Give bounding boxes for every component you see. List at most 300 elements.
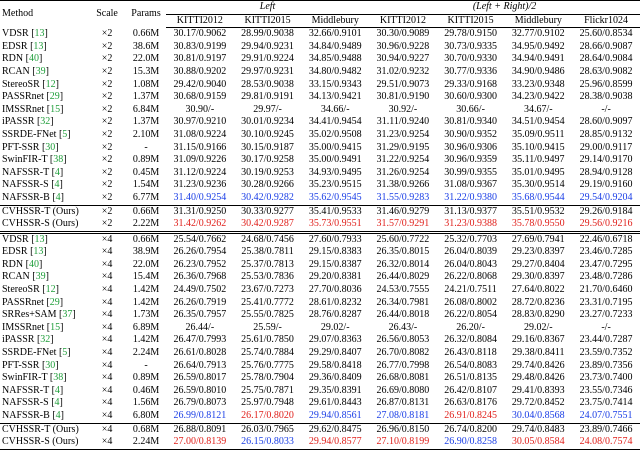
metric-cell: 26.03/0.7965: [234, 423, 302, 436]
metric-cell: 34.41/0.9454: [308, 116, 362, 128]
metric-cell: 29.78/0.9150: [444, 28, 497, 40]
metric-cell: 26.59/0.8017: [173, 372, 227, 384]
metric-cell: 31.40/0.9254: [173, 191, 227, 203]
metric-cell: 29.56/0.9216: [579, 218, 633, 230]
method-cell: [0, 372, 88, 385]
table-row: [0, 232, 640, 246]
metric-cell: 30.94/0.9227: [376, 53, 430, 65]
metric-cell: 31.38/0.9266: [376, 179, 430, 191]
table-row: [0, 218, 640, 232]
metric-cell: 34.51/0.9454: [511, 116, 565, 128]
citation-ref[interactable]: [30]: [41, 359, 59, 371]
table-row: [0, 28, 640, 41]
method-cell: [0, 271, 88, 284]
table-row: [0, 179, 640, 192]
metric-cell: 31.23/0.9236: [173, 179, 227, 191]
citation-ref[interactable]: [12]: [42, 284, 59, 296]
metric-cell: 29.41/0.8393: [511, 384, 565, 396]
method-cell: [0, 334, 88, 347]
metric-cell: 26.15/0.8033: [234, 436, 302, 449]
header-scale: Scale: [88, 1, 126, 28]
method-cell: [0, 347, 88, 360]
params-cell: 0.66M: [126, 205, 166, 218]
citation-ref[interactable]: [38]: [49, 154, 67, 166]
metric-cell: 23.48/0.7286: [579, 271, 633, 283]
citation-ref[interactable]: [39]: [32, 271, 49, 283]
metric-cell: 28.76/0.8287: [308, 309, 362, 321]
metric-cell: 30.70/0.9330: [444, 53, 497, 65]
header-dataset: Flickr1024: [572, 14, 640, 28]
metric-cell: 28.99/0.9038: [241, 28, 294, 40]
citation-ref[interactable]: [39]: [32, 65, 49, 77]
metric-cell: 25.38/0.7811: [241, 246, 294, 258]
metric-cell: 26.22/0.8054: [444, 309, 497, 321]
metric-cell: 34.80/0.9482: [308, 65, 362, 77]
scale-cell: ×2: [101, 27, 113, 39]
citation-ref[interactable]: [40]: [25, 53, 43, 65]
metric-cell: 30.96/0.9228: [376, 40, 430, 52]
metric-cell: 26.47/0.7993: [173, 334, 227, 346]
metric-cell: 34.85/0.9488: [308, 53, 362, 65]
metric-cell: 23.89/0.7356: [579, 359, 633, 371]
params-cell: 1.56M: [132, 397, 160, 409]
method-cell: [0, 423, 88, 436]
table-row: [0, 372, 640, 385]
scale-cell: ×2: [101, 128, 113, 140]
citation-ref[interactable]: [15]: [46, 321, 64, 333]
table-row: [0, 104, 640, 117]
header-dataset: KITTI2012: [166, 14, 234, 28]
metric-cell: 25.97/0.7948: [241, 397, 294, 409]
metric-cell: 26.34/0.7981: [376, 296, 430, 308]
table-row: [0, 41, 640, 54]
metric-cell: 24.21/0.7511: [444, 284, 497, 296]
metric-cell: 30.97/0.9210: [173, 116, 227, 128]
metric-cell: 31.11/0.9240: [376, 116, 430, 128]
metric-cell: 28.60/0.9097: [579, 116, 633, 128]
citation-ref[interactable]: [13]: [30, 246, 47, 258]
citation-ref[interactable]: [15]: [46, 103, 64, 115]
method-name: RCAN: [2, 271, 30, 283]
scale-cell: ×4: [101, 258, 113, 270]
header-dataset: Middlebury: [301, 14, 369, 28]
metric-cell: 28.83/0.8290: [511, 309, 565, 321]
metric-cell: 31.23/0.9388: [444, 218, 497, 230]
metric-cell: 35.62/0.9545: [308, 191, 362, 203]
citation-ref[interactable]: [37]: [59, 309, 76, 321]
metric-cell: 26.54/0.8083: [444, 359, 497, 371]
metric-cell: 30.42/0.9282: [241, 191, 294, 203]
metric-cell: 35.51/0.9532: [504, 205, 572, 218]
citation-ref[interactable]: [5]: [58, 347, 71, 359]
citation-ref[interactable]: [4]: [51, 166, 64, 178]
scale-cell: ×4: [101, 397, 113, 409]
method-cell: [0, 66, 88, 79]
scale-cell: ×4: [101, 321, 113, 333]
metric-cell: 28.66/0.9087: [579, 40, 633, 52]
metric-cell: 26.43/0.8118: [444, 347, 497, 359]
params-cell: 1.73M: [132, 309, 160, 321]
metric-cell: 28.63/0.9082: [579, 65, 633, 77]
metric-cell: 35.00/0.9415: [308, 141, 362, 153]
method-cell: [0, 79, 88, 92]
metric-cell: 30.96/0.9359: [444, 154, 497, 166]
metric-cell: 28.61/0.8232: [308, 296, 362, 308]
method-cell: [0, 41, 88, 54]
table-row: [0, 259, 640, 272]
method-name: IMSSRnet: [2, 103, 45, 115]
scale-cell: ×2: [101, 191, 113, 203]
metric-cell: 30.33/0.9277: [234, 205, 302, 218]
citation-ref[interactable]: [38]: [49, 372, 67, 384]
metric-cell: 30.60/0.9300: [444, 91, 497, 103]
metric-cell: 31.22/0.9380: [444, 191, 497, 203]
scale-cell: ×2: [101, 141, 113, 153]
metric-cell: 25.55/0.7825: [241, 309, 294, 321]
citation-ref[interactable]: [4]: [51, 397, 63, 409]
metric-cell: 31.55/0.9283: [376, 191, 430, 203]
metric-cell: 26.22/0.8068: [444, 271, 497, 283]
method-name: EDSR: [2, 40, 28, 52]
metric-cell: 31.02/0.9232: [376, 65, 430, 77]
header-dataset: KITTI2015: [437, 14, 505, 28]
table-row: [0, 271, 640, 284]
metric-cell: 29.74/0.8483: [504, 423, 572, 436]
metric-cell: 31.09/0.9226: [173, 154, 227, 166]
scale-cell: ×2: [101, 154, 113, 166]
metric-cell: 31.08/0.9224: [173, 128, 227, 140]
scale-cell: ×4: [101, 372, 113, 384]
citation-ref[interactable]: [30]: [41, 141, 59, 153]
metric-cell: 27.10/0.8199: [369, 436, 437, 449]
table-row: [0, 91, 640, 104]
metric-cell: 28.53/0.9038: [241, 78, 294, 90]
method-name: RDN: [2, 258, 24, 270]
metric-cell: 24.08/0.7574: [572, 436, 640, 449]
method-name: NAFSSR-S: [2, 397, 49, 409]
metric-cell: 27.69/0.7941: [504, 232, 572, 246]
params-cell: 15.4M: [132, 271, 160, 283]
metric-cell: 31.57/0.9291: [376, 218, 430, 230]
metric-cell: 29.02/-: [523, 321, 553, 333]
method-name: StereoSR: [2, 78, 40, 90]
scale-cell: ×2: [101, 53, 113, 65]
citation-ref[interactable]: [4]: [52, 191, 64, 203]
metric-cell: 31.08/0.9367: [444, 179, 497, 191]
table-row: [0, 154, 640, 167]
metric-cell: 26.68/0.8081: [376, 372, 430, 384]
params-cell: 38.9M: [132, 246, 160, 258]
metric-cell: 30.05/0.8584: [504, 436, 572, 449]
method-name: SwinFIR-T: [2, 154, 48, 166]
metric-cell: 25.74/0.7884: [241, 347, 294, 359]
metric-cell: 29.91/0.9224: [241, 53, 294, 65]
citation-ref[interactable]: [4]: [51, 179, 63, 191]
metric-cell: 25.53/0.7836: [241, 271, 294, 283]
table-row: [0, 142, 640, 155]
table-row: [0, 246, 640, 259]
metric-cell: 26.99/0.8121: [173, 410, 227, 421]
metric-cell: 29.94/0.8561: [308, 410, 362, 421]
method-name: NAFSSR-B: [2, 191, 50, 203]
table-row: [0, 129, 640, 142]
metric-cell: 29.14/0.9170: [579, 154, 633, 166]
metric-cell: 27.60/0.7933: [301, 232, 369, 246]
metric-cell: 24.68/0.7456: [234, 232, 302, 246]
metric-cell: 28.94/0.9128: [579, 166, 633, 178]
metric-cell: 25.78/0.7904: [241, 372, 294, 384]
metric-cell: 35.01/0.9495: [511, 166, 565, 178]
metric-cell: 29.58/0.8418: [308, 359, 362, 371]
metric-cell: 29.15/0.8383: [308, 246, 362, 258]
params-cell: 1.42M: [132, 284, 160, 296]
method-cell: [0, 309, 88, 322]
method-cell: [0, 116, 88, 129]
params-cell: 1.37M: [132, 116, 160, 128]
header-params: Params: [126, 1, 166, 28]
metric-cell: 26.63/0.8176: [444, 397, 497, 409]
params-cell: 15.3M: [132, 65, 160, 77]
metric-cell: -/-: [601, 321, 611, 333]
metric-cell: 29.35/0.8391: [308, 384, 362, 396]
method-cell: [0, 28, 88, 41]
metric-cell: 25.96/0.8599: [579, 78, 633, 90]
method-cell: [0, 259, 88, 272]
metric-cell: 29.02/-: [320, 321, 350, 333]
citation-ref[interactable]: [4]: [52, 410, 64, 421]
metric-cell: 30.17/0.9258: [241, 154, 294, 166]
scale-cell: ×4: [101, 309, 113, 321]
citation-ref[interactable]: [29]: [46, 296, 64, 308]
metric-cell: 31.42/0.9262: [173, 218, 227, 230]
metric-cell: 23.31/0.7195: [579, 296, 633, 308]
params-cell: 1.54M: [132, 179, 160, 191]
scale-cell: ×4: [101, 296, 113, 308]
citation-ref[interactable]: [40]: [25, 258, 43, 270]
table-row: [0, 360, 640, 373]
table-row: [0, 322, 640, 335]
params-cell: 1.42M: [132, 296, 160, 308]
metric-cell: 26.88/0.8091: [166, 423, 234, 436]
metric-cell: 29.51/0.9073: [376, 78, 430, 90]
citation-ref[interactable]: [13]: [31, 233, 48, 245]
metric-cell: 26.77/0.7998: [376, 359, 430, 371]
citation-ref[interactable]: [32]: [36, 116, 54, 128]
metric-cell: 28.38/0.9038: [579, 91, 633, 103]
metric-cell: 30.01/0.9234: [241, 116, 294, 128]
method-cell: [0, 385, 88, 398]
metric-cell: 29.20/0.8381: [308, 271, 362, 283]
metric-cell: 35.73/0.9551: [308, 218, 362, 230]
metric-cell: 23.75/0.7414: [579, 397, 633, 409]
metric-cell: 30.15/0.9187: [241, 141, 294, 153]
table-row: [0, 205, 640, 218]
metric-cell: 31.22/0.9254: [376, 154, 430, 166]
metric-cell: 30.42/0.9287: [241, 218, 294, 230]
metric-cell: 27.08/0.8181: [376, 410, 430, 421]
params-cell: 1.42M: [132, 334, 160, 346]
table-row: [0, 66, 640, 79]
metric-cell: 26.35/0.7957: [173, 309, 227, 321]
metric-cell: 26.35/0.8015: [376, 246, 430, 258]
metric-cell: 30.28/0.9266: [241, 179, 294, 191]
method-name: NAFSSR-B: [2, 410, 50, 421]
metric-cell: 25.41/0.7772: [241, 296, 294, 308]
params-cell: 0.89M: [132, 154, 160, 166]
metric-cell: 29.19/0.9160: [579, 179, 633, 191]
metric-cell: 26.44/-: [185, 321, 215, 333]
metric-cell: 26.08/0.8002: [444, 296, 497, 308]
method-cell: [0, 192, 88, 205]
metric-cell: 26.43/-: [388, 321, 418, 333]
metric-cell: 35.23/0.9515: [308, 179, 362, 191]
metric-cell: 31.26/0.9254: [376, 166, 430, 178]
method-name: StereoSR: [2, 284, 40, 296]
metric-cell: 29.81/0.9191: [241, 91, 294, 103]
metric-cell: 26.69/0.8080: [376, 384, 430, 396]
method-name: VDSR: [2, 27, 29, 39]
metric-cell: 23.55/0.7346: [579, 384, 633, 396]
scale-cell: ×2: [101, 166, 113, 178]
citation-ref[interactable]: [13]: [31, 27, 48, 39]
scale-cell: ×2: [101, 103, 113, 115]
citation-ref[interactable]: [13]: [30, 40, 47, 52]
params-cell: 2.22M: [132, 218, 160, 230]
metric-cell: 31.23/0.9254: [376, 128, 430, 140]
params-cell: 2.24M: [126, 436, 166, 449]
metric-cell: 27.64/0.8022: [511, 284, 565, 296]
table-row: [0, 397, 640, 410]
metric-cell: 31.15/0.9166: [173, 141, 227, 153]
metric-cell: 26.61/0.8028: [173, 347, 227, 359]
table-row: [0, 297, 640, 310]
method-cell: [0, 142, 88, 155]
metric-cell: 28.64/0.9084: [579, 53, 633, 65]
header-dataset: Middlebury: [504, 14, 572, 28]
metric-cell: 23.27/0.7233: [579, 309, 633, 321]
params-cell: 2.24M: [132, 347, 160, 359]
metric-cell: 26.42/0.8107: [444, 384, 497, 396]
scale-cell: ×2: [101, 116, 113, 128]
citation-ref[interactable]: [32]: [36, 334, 54, 346]
metric-cell: 23.73/0.7400: [579, 372, 633, 384]
metric-cell: 29.54/0.9204: [579, 191, 633, 203]
method-name: PASSRnet: [2, 296, 44, 308]
table-row: [0, 284, 640, 297]
method-name: CVHSSR-T (Ours): [2, 423, 79, 435]
metric-cell: 29.00/0.9117: [579, 141, 633, 153]
metric-cell: 30.99/0.9355: [444, 166, 497, 178]
metric-cell: 26.79/0.8073: [173, 397, 227, 409]
metric-cell: -/-: [601, 103, 611, 115]
metric-cell: 35.68/0.9544: [511, 191, 565, 203]
metric-cell: 35.09/0.9511: [512, 128, 565, 140]
scale-cell: ×2: [101, 218, 113, 230]
citation-ref[interactable]: [12]: [42, 78, 59, 90]
params-cell: 6.77M: [132, 191, 160, 203]
metric-cell: 25.32/0.7703: [437, 232, 505, 246]
metric-cell: 24.07/0.7551: [579, 410, 633, 421]
metric-cell: 29.38/0.8411: [512, 347, 565, 359]
metric-cell: 30.77/0.9336: [444, 65, 497, 77]
metric-cell: 25.54/0.7662: [166, 232, 234, 246]
params-cell: 0.66M: [132, 27, 160, 39]
table-row: [0, 410, 640, 423]
metric-cell: 29.15/0.8387: [308, 258, 362, 270]
table-row: [0, 309, 640, 322]
method-cell: [0, 397, 88, 410]
metric-cell: 30.66/-: [456, 103, 485, 115]
citation-ref[interactable]: [29]: [46, 91, 64, 103]
method-name: EDSR: [2, 246, 28, 258]
metric-cell: 26.87/0.8131: [376, 397, 430, 409]
params-cell: 0.89M: [132, 372, 160, 384]
metric-cell: 30.92/-: [388, 103, 418, 115]
params-cell: 0.46M: [132, 384, 160, 396]
metric-cell: 29.07/0.8363: [308, 334, 362, 346]
method-cell: [0, 53, 88, 66]
metric-cell: 23.89/0.7466: [572, 423, 640, 436]
scale-cell: ×4: [101, 359, 113, 371]
method-cell: [0, 91, 88, 104]
metric-cell: 30.30/0.9089: [376, 28, 430, 40]
scale-cell: ×2: [101, 78, 113, 90]
table-row: [0, 347, 640, 360]
method-name: RDN: [2, 53, 24, 65]
scale-cell: ×2: [101, 40, 113, 52]
method-cell: [0, 436, 88, 449]
metric-cell: 30.81/0.9197: [173, 53, 227, 65]
params-cell: 0.66M: [126, 232, 166, 246]
citation-ref[interactable]: [5]: [58, 128, 71, 140]
metric-cell: 32.66/0.9101: [308, 28, 362, 40]
metric-cell: 33.15/0.9343: [308, 78, 362, 90]
metric-cell: 26.70/0.8082: [376, 347, 430, 359]
metric-cell: 35.41/0.9533: [301, 205, 369, 218]
metric-cell: 26.59/0.8010: [173, 384, 227, 396]
params-cell: 1.37M: [132, 91, 160, 103]
metric-cell: 31.31/0.9250: [166, 205, 234, 218]
metric-cell: 34.90/0.9486: [511, 65, 565, 77]
citation-ref[interactable]: [4]: [51, 384, 64, 396]
method-cell: [0, 360, 88, 373]
metric-cell: 29.16/0.8367: [511, 334, 565, 346]
metric-cell: 31.13/0.9377: [437, 205, 505, 218]
metric-cell: 34.66/-: [320, 103, 350, 115]
metric-cell: 25.59/-: [253, 321, 282, 333]
method-cell: [0, 154, 88, 167]
metric-cell: 28.85/0.9132: [579, 128, 633, 140]
method-name: CVHSSR-T (Ours): [2, 205, 79, 217]
metric-cell: 26.26/0.7954: [173, 246, 227, 258]
metric-cell: 29.26/0.9184: [572, 205, 640, 218]
metric-cell: 29.42/0.9040: [173, 78, 227, 90]
metric-cell: 26.74/0.8200: [437, 423, 505, 436]
method-name: SSRDE-FNet: [2, 347, 57, 359]
table-row: [0, 423, 640, 436]
method-name: RCAN: [2, 65, 30, 77]
metric-cell: 34.94/0.9491: [511, 53, 565, 65]
method-name: NAFSSR-S: [2, 179, 49, 191]
metric-cell: 29.48/0.8426: [511, 372, 565, 384]
metric-cell: 34.93/0.9495: [308, 166, 362, 178]
params-cell: 22.0M: [132, 53, 160, 65]
metric-cell: 27.70/0.8036: [308, 284, 362, 296]
method-name: iPASSR: [2, 334, 35, 346]
metric-cell: 26.90/0.8258: [437, 436, 505, 449]
metric-cell: 30.96/0.9306: [444, 141, 497, 153]
metric-cell: 29.97/0.9231: [241, 65, 294, 77]
